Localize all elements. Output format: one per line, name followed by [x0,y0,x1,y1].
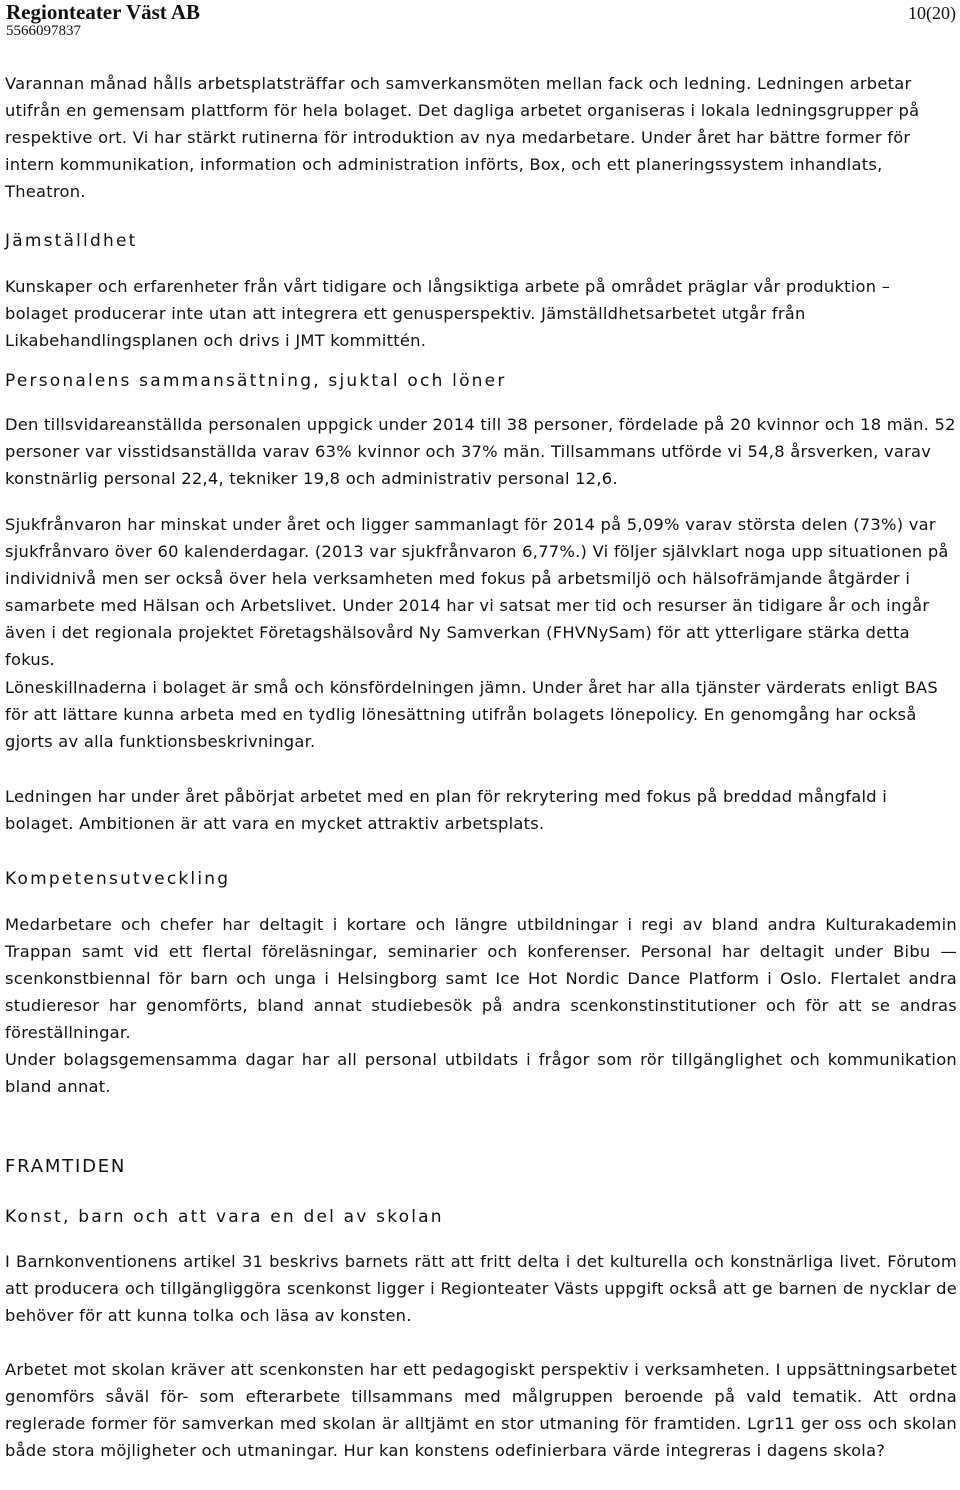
personal-paragraph-2: Sjukfrånvaron har minskat under året och ligger sammanlagt för 2014 på 5,09% varav största delen (73%) var sjukfrånvaro över 60 kalenderdagar. (2013 var sjukfrånvaron 6,77%.) Vi följer självklart noga upp situationen på individnivå men ser också över hela verksamheten med fokus på arbetsmiljö och hälsofrämjande åtgärder i samarbete med Hälsan och Arbetslivet. Under 2014 har vi satsat mer tid och resurser än tidigare år och ingår även i det regionala projektet Företagshälsovård Ny Samverkan (FHVNySam) för att ytterligare stärka detta fokus. [5,515,949,669]
page-indicator: 10(20) [908,3,956,23]
framtiden-paragraph-2: Arbetet mot skolan kräver att scenkonsten har ett pedagogiskt perspektiv i verksamheten. I uppsättningsarbetet genomförs såväl för- som efterarbete tillsammans med målgruppen beroende på vald tematik. Att ordna reglerade former för samverkan med skolan är alltjämt en stor utmaning för framtiden. Lgr11 ger oss och skolan både stora möjligheter och utmaningar. Hur kan konstens odefinierbara värde integreras i dagens skola? [5,1360,957,1460]
intro-paragraph: Varannan månad hålls arbetsplatsträffar och samverkansmöten mellan fack och ledning. Ledningen arbetar utifrån en gemensam plattform för hela bolaget. Det dagliga arbetet organiseras i lokala ledningsgrupper på respektive ort. Vi har stärkt rutinerna för introduktion av nya medarbetare. Under året har bättre former för intern kommunikation, information och administration införts, Box, och ett planeringssystem inhandlats, Theatron. [5,74,920,201]
company-name: Regionteater Väst AB [6,0,201,24]
section-heading-personal: Personalens sammansättning, sjuktal och löner [5,371,507,391]
org-number: 5566097837 [6,23,81,39]
framtiden-paragraph-1: I Barnkonventionens artikel 31 beskrivs barnets rätt att fritt delta i det kulturella och konstnärliga livet. Förutom att producera och tillgängliggöra scenkonst ligger i Regionteater Västs uppgift också att ge barnen de nycklar de behöver för att kunna tolka och läsa av konsten. [5,1252,957,1325]
personal-paragraph-4: Ledningen har under året påbörjat arbetet med en plan för rekrytering med fokus på breddad mångfald i bolaget. Ambitionen är att vara en mycket attraktiv arbetsplats. [5,787,888,833]
section-heading-kompetens: Kompetensutveckling [5,869,231,889]
personal-paragraph-3: Löneskillnaderna i bolaget är små och könsfördelningen jämn. Under året har alla tjänster värderats enligt BAS för att lättare kunna arbeta med en tydlig lönesättning utifrån bolagets lönepolicy. En genomgång har också gjorts av alla funktionsbeskrivningar. [5,678,939,751]
personal-paragraph-1: Den tillsvidareanställda personalen uppgick under 2014 till 38 personer, fördelade på 20 kvinnor och 18 män. 52 personer var visstidsanställda varav 63% kvinnor och 37% män. Tillsammans utförde vi 54,8 årsverken, varav konstnärlig personal 22,4, tekniker 19,8 och administrativ personal 12,6. [5,415,956,488]
jamstalldhet-paragraph: Kunskaper och erfarenheter från vårt tidigare och långsiktiga arbete på området präglar vår produktion – bolaget producerar inte utan att integrera ett genusperspektiv. Jämställdhetsarbetet utgår från Likabehandlingsplanen och drivs i JMT kommittén. [5,277,891,350]
kompetens-paragraph-1: Medarbetare och chefer har deltagit i kortare och längre utbildningar i regi av bland andra Kulturakademin Trappan samt vid ett flertal föreläsningar, seminarier och konferenser. Personal har deltagit under Bibu — scenkonstbiennal för barn och unga i Helsingborg samt Ice Hot Nordic Dance Platform i Oslo. Flertalet andra studieresor har genomförts, bland annat studiebesök på andra scenkonstinstitutioner och för att se andras föreställningar. [5,915,957,1042]
section-heading-framtiden: FRAMTIDEN [5,1156,127,1177]
kompetens-paragraph-2: Under bolagsgemensamma dagar har all personal utbildats i frågor som rör tillgänglighet och kommunikation bland annat. [5,1050,957,1096]
section-heading-jamstalldhet: Jämställdhet [5,231,138,251]
subheading-konst-barn-skola: Konst, barn och att vara en del av skolan [5,1207,444,1227]
